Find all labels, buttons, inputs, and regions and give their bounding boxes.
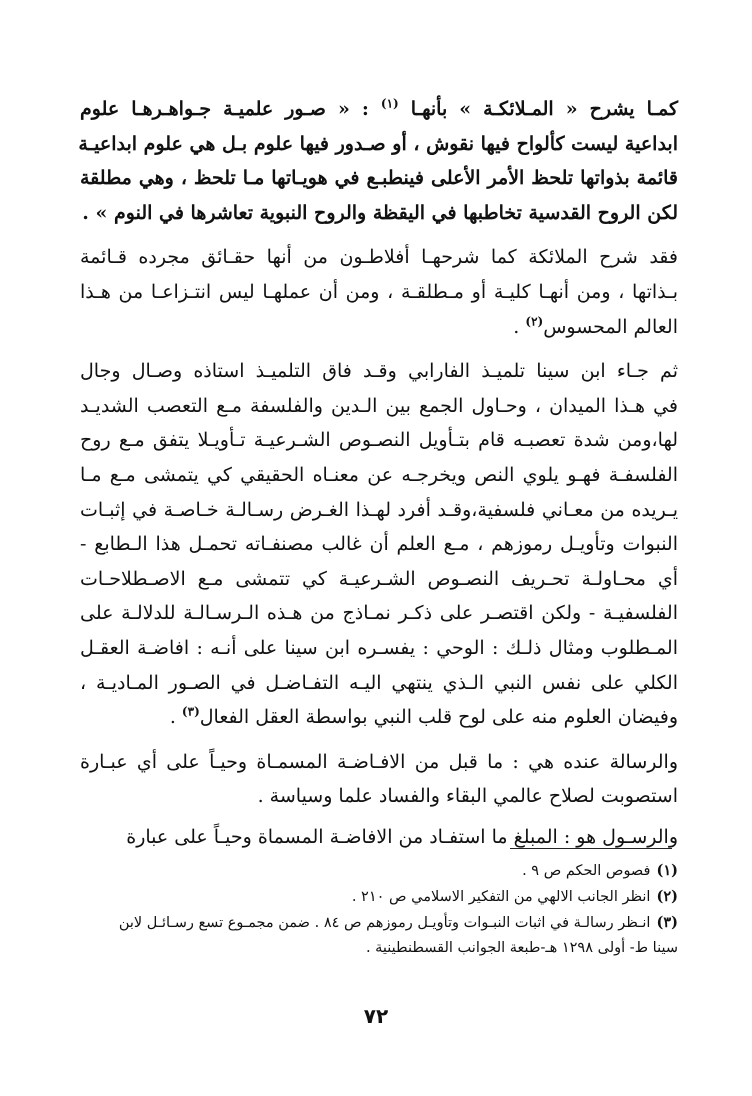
page-number: ٧٢ [363, 1004, 389, 1028]
footnote-number: (٢) [656, 888, 678, 905]
main-text [80, 92, 678, 854]
text-line: الفلسفيـة - ولكن اقتصـر على ذكـر نمـاذج من هـذه الـرسـالـة للدلالـة على [80, 602, 678, 625]
footnote-reference: (٢) [525, 314, 544, 329]
text-line: والرسالة عنده هي : ما قبل من الافـاضـة المسمـاة وحيـاً على أي عبـارة [80, 750, 678, 773]
footnote-1 [80, 858, 678, 884]
footnote-reference: (٣) [181, 704, 200, 719]
paragraph-message-definition [80, 745, 678, 814]
text-line: أي محـاولـة تحـريف النصـوص الشـرعيـة كي تتمشى مـع الاصـطلاحـات [80, 567, 678, 590]
text-line: ابداعية ليست كألواح فيها نقوش ، أو صـدور فيها علوم بـل هي علوم ابداعيـة [78, 132, 678, 155]
paragraph-plato-comparison [80, 240, 678, 344]
text-line: المـطلوب ومثال ذلـك : الوحي : يفسـره ابن سينا على أنـه : افاضـة العقـل [80, 636, 678, 659]
footnote-divider [510, 848, 672, 849]
text-line: بـذاتها ، ومن أنهـا كليـة أو مـطلقـة ، ومن أن عملهـا ليس انتـزاعـا من هـذا [80, 280, 678, 303]
text-line: في هـذا الميدان ، وحـاول الجمع بين الـدين والفلسفة مـع التعصب الشديـد [80, 394, 678, 417]
footnote-3 [80, 910, 678, 961]
text-line: كمـا يشرح « المـلائكـة » بأنهـا $^{(١)}$ : « صـور علميـة جـواهـرهـا علوم [80, 96, 678, 120]
text-line: الفلسفـة فهـو يلوي النص ويخرجـه عن معنـاه الحقيقي كي يتمشى مـع مـا [80, 463, 678, 486]
text-line: لكن الروح القدسية تخاطبها في اليقظة والروح النبوية تعاشرها في النوم » . [82, 201, 678, 224]
footnote-number: (٣) [656, 914, 678, 931]
text-line: والرسـول هو : المبلغ ما استفـاد من الافاضـة المسماة وحيـاً على عبارة [126, 825, 678, 848]
text-line: قائمة بذواتها تلحظ الأمر الأعلى فينطبـع في هويـاتها مـا تلحظ ، وهي مطلقة [80, 167, 678, 190]
text-line: لها،ومن شدة تعصبـه قام بتـأويل النصـوص الشـرعيـة تـأويـلا يتفق مـع روح [80, 429, 678, 452]
text-line: فقد شرح الملائكة كما شرحهـا أفلاطـون من أنها حقـائق مجرده قـائمة [80, 246, 678, 269]
paragraph-angels-definition [80, 92, 678, 230]
text-line: النبوات وتأويـل رموزهم ، مـع العلم أن غالب مصنفـاته تحمـل هذا الـطابع - [80, 533, 678, 556]
footnote-number: (١) [656, 862, 678, 879]
text-line: ثم جـاء ابن سينا تلميـذ الفارابي وقـد فاق التلميـذ استاذه وصـال وجال [80, 360, 678, 383]
footnote-text: انـظر رسالـة في اثبات النبـوات وتأويـل رموزهم ص ٨٤ . ضمن مجمـوع تسع رسـائـل لابن [118, 915, 651, 931]
footnote-reference: (١) [380, 96, 399, 111]
paragraph-ibn-sina [80, 354, 678, 735]
text-line: استصوبت لصلاح عالمي البقاء والفساد علما وسياسة . [257, 785, 678, 808]
text-line: الكلي على نفس النبي الـذي ينتهي اليـه التفـاضـل في الصـور المـاديـة ، [80, 671, 678, 694]
footnote-2 [80, 884, 678, 910]
text-line: وفيضان العلوم منه على لوح قلب النبي بواسطة العقل الفعال$^{(٣)}$ . [169, 704, 678, 729]
text-line: يـريده من معـاني فلسفية،وقـد أفرد لهـذا الغـرض رسـالـة خـاصـة في إثبـات [80, 498, 679, 521]
footnote-text: انظر الجانب الالهي من التفكير الاسلامي ص ٢١٠ . [351, 889, 651, 905]
paragraph-messenger-definition [80, 820, 678, 855]
footnotes [80, 858, 678, 961]
text-line: العالم المحسوس$^{(٢)}$ . [513, 314, 678, 338]
footnote-text: سينا ط- أولى ١٢٩٨ هـ-طبعة الجوانب القسطنطينية . [365, 940, 678, 956]
footnote-text: فصوص الحكم ص ٩ . [522, 863, 651, 879]
